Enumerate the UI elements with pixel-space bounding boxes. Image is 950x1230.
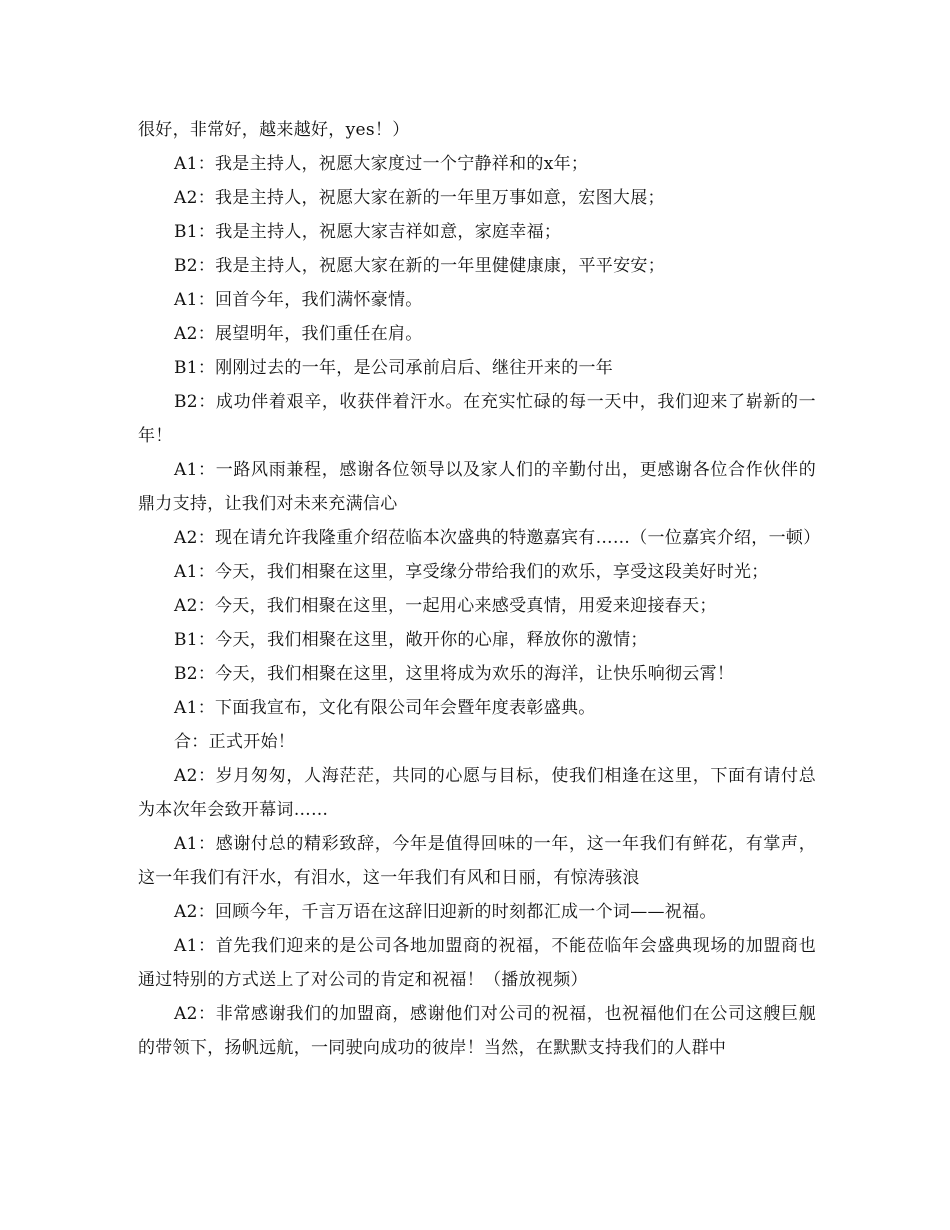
paragraph: B1：今天，我们相聚在这里，敞开你的心扉，释放你的激情；: [174, 630, 648, 650]
paragraph: A1：下面我宣布，文化有限公司年会暨年度表彰盛典。: [174, 698, 596, 718]
paragraph: B2：我是主持人，祝愿大家在新的一年里健健康康，平平安安；: [174, 256, 666, 276]
paragraph: A2：现在请允许我隆重介绍莅临本次盛典的特邀嘉宾有……（一位嘉宾介绍，一顿）: [174, 528, 821, 548]
paragraph: A2：展望明年，我们重任在肩。: [174, 324, 423, 344]
paragraph: A2：岁月匆匆，人海茫茫，共同的心愿与目标，使我们相逢在这里，下面有请付总为本次年会致开幕词……: [138, 766, 816, 820]
paragraph: B2：成功伴着艰辛，收获伴着汗水。在充实忙碌的每一天中，我们迎来了崭新的一年！: [138, 392, 816, 446]
paragraph: B1：我是主持人，祝愿大家吉祥如意，家庭幸福；: [174, 222, 562, 242]
paragraph: 很好，非常好，越来越好，yes！）: [138, 120, 410, 140]
document-body: [138, 113, 821, 1065]
paragraph: A1：回首今年，我们满怀豪情。: [174, 290, 423, 310]
paragraph: A1：一路风雨兼程，感谢各位领导以及家人们的辛勤付出，更感谢各位合作伙伴的鼎力支持，让我们对未来充满信心: [138, 460, 816, 514]
paragraph: A1：感谢付总的精彩致辞，今年是值得回味的一年，这一年我们有鲜花，有掌声，这一年我们有汗水，有泪水，这一年我们有风和日丽，有惊涛骇浪: [138, 834, 816, 888]
paragraph: A2：我是主持人，祝愿大家在新的一年里万事如意，宏图大展；: [174, 188, 665, 208]
paragraph: A1：我是主持人，祝愿大家度过一个宁静祥和的x年；: [174, 154, 589, 174]
paragraph: B2：今天，我们相聚在这里，这里将成为欢乐的海洋，让快乐响彻云霄！: [174, 664, 735, 684]
paragraph: A1：首先我们迎来的是公司各地加盟商的祝福，不能莅临年会盛典现场的加盟商也通过特别的方式送上了对公司的肯定和祝福！（播放视频）: [138, 936, 816, 990]
paragraph: A2：非常感谢我们的加盟商，感谢他们对公司的祝福，也祝福他们在公司这艘巨舰的带领下，扬帆远航，一同驶向成功的彼岸！当然，在默默支持我们的人群中: [138, 1004, 816, 1058]
paragraph: A2：今天，我们相聚在这里，一起用心来感受真情，用爱来迎接春天；: [174, 596, 717, 616]
paragraph: A2：回顾今年，千言万语在这辞旧迎新的时刻都汇成一个词——祝福。: [174, 902, 717, 922]
paragraph: 合：正式开始！: [174, 732, 296, 752]
paragraph: A1：今天，我们相聚在这里，享受缘分带给我们的欢乐，享受这段美好时光；: [174, 562, 769, 582]
paragraph: B1：刚刚过去的一年，是公司承前启后、继往开来的一年: [174, 358, 614, 378]
